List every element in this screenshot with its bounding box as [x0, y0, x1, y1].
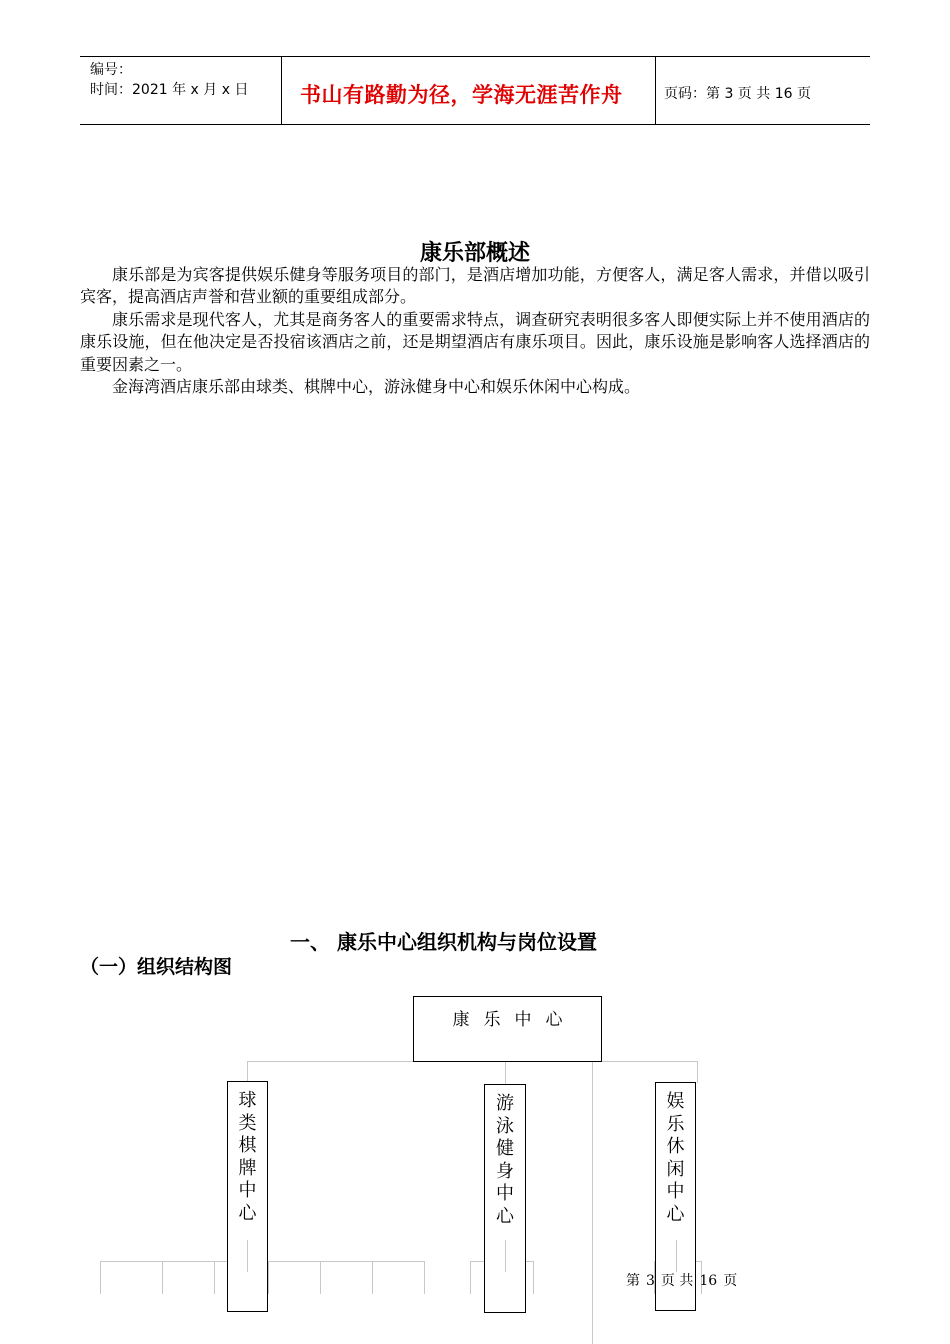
- connector-child-2-inner: [505, 1240, 506, 1272]
- org-child-box-2: [484, 1084, 526, 1313]
- paragraph-3: 金海湾酒店康乐部由球类、棋牌中心，游泳健身中心和娱乐休闲中心构成。: [112, 377, 641, 396]
- footer-suffix: 页: [723, 1273, 738, 1289]
- org-child-label-3: 娱 乐 休 闲 中 心: [666, 1091, 685, 1225]
- connector-vertical-long: [592, 1061, 593, 1344]
- org-child-box-1: [227, 1081, 268, 1312]
- paragraph-1: 康乐部是为宾客提供娱乐健身等服务项目的部门，是酒店增加功能，方便客人，满足客人需求，并借以吸引宾客，提高酒店声誉和营业额的重要组成部分。: [80, 265, 870, 307]
- paragraph-2: 康乐需求是现代客人，尤其是商务客人的重要需求特点，调查研究表明很多客人即便实际上并不使用酒店的康乐设施，但在他决定是否投宿该酒店之前，还是期望酒店有康乐项目。因此，康乐设施是影响客人选择酒店的重要因素之一。: [80, 310, 870, 374]
- grid-left-tick-4: [268, 1261, 269, 1294]
- grid-left-tick-5: [320, 1261, 321, 1294]
- connector-child-1-inner: [247, 1240, 248, 1272]
- org-child-label-2: 游 泳 健 身 中 心: [496, 1093, 514, 1227]
- page-footer: [626, 1270, 737, 1290]
- connector-right-down: [697, 1061, 698, 1083]
- grid-left-tick-2: [162, 1261, 163, 1294]
- section-title: 一、 康乐中心组织机构与岗位设置: [290, 930, 597, 954]
- org-child-label-1: 球 类 棋 牌 中 心: [238, 1090, 257, 1224]
- header-page-number: 页码：第 3 页 共 16 页: [664, 86, 811, 102]
- time-label: 时间：2021 年 x 月 x 日: [90, 82, 249, 98]
- header-divider-right: [655, 56, 656, 125]
- grid-left-tick-3: [214, 1261, 215, 1294]
- connector-left-down: [247, 1061, 248, 1081]
- serial-number-label: 编号：: [90, 62, 132, 78]
- grid-mid-tick-1: [470, 1261, 471, 1294]
- footer-page: 3: [646, 1273, 655, 1289]
- org-root-box: [413, 996, 602, 1062]
- header-divider-left: [281, 56, 282, 125]
- header-bottom-rule: [80, 124, 870, 125]
- header-top-rule: [80, 56, 870, 57]
- footer-prefix: 第: [626, 1273, 640, 1289]
- footer-total: 16: [699, 1273, 718, 1289]
- grid-left-tick-6: [372, 1261, 373, 1294]
- header-motto: 书山有路勤为径，学海无涯苦作舟: [300, 82, 623, 107]
- grid-mid-tick-2: [533, 1261, 534, 1294]
- subsection-title: （一）组织结构图: [80, 956, 233, 978]
- org-root-label: 康乐中心: [452, 1010, 577, 1030]
- connector-middle-down: [505, 1061, 506, 1085]
- header-meta: [90, 60, 248, 100]
- connector-child-3-inner: [676, 1240, 677, 1272]
- footer-middle: 页 共: [660, 1273, 694, 1289]
- grid-left-tick-7: [424, 1261, 425, 1294]
- page-title: 康乐部概述: [419, 240, 530, 266]
- grid-left-tick-1: [100, 1261, 101, 1294]
